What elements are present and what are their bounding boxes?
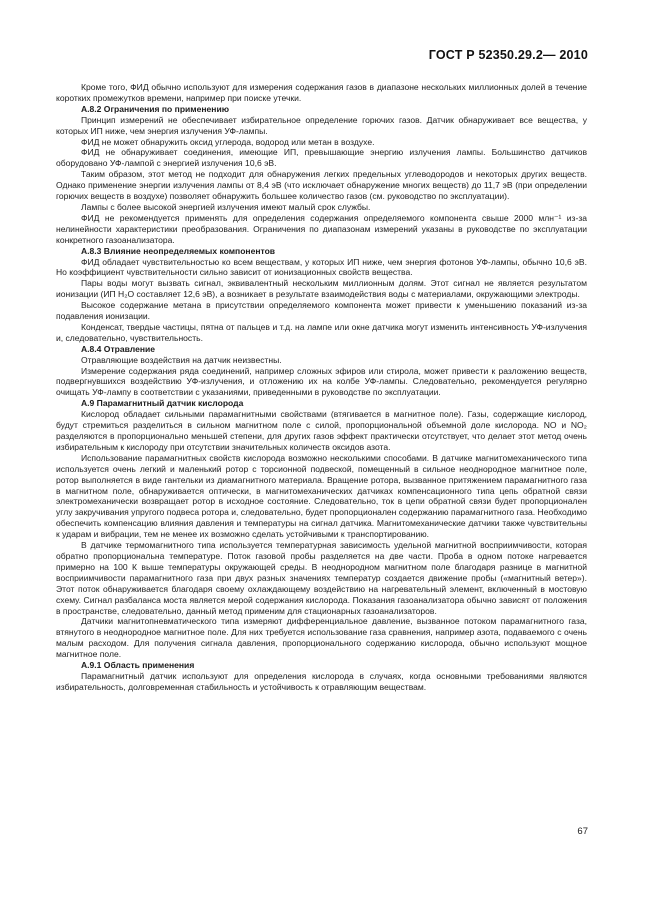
paragraph: Кроме того, ФИД обычно используют для измерения содержания газов в диапазоне нескольких миллионных долей в течение коротких промежутков времени, например при поиске утечки. xyxy=(56,82,587,103)
paragraph: ФИД обладает чувствительностью ко всем веществам, у которых ИП ниже, чем энергия фотонов УФ-лампы, обычно 10,6 эВ. Но коэффициент чувствительности сильно зависит от ионизационных свойств вещества. xyxy=(56,256,587,278)
section-heading: А.8.4 Отравление xyxy=(81,343,155,354)
paragraph: Таким образом, этот метод не подходит для обнаружения легких предельных углеводородов и некоторых других веществ. Однако применение энергии излучения лампы от 8,4 эВ (что исключает обнаружение многих веществ) до 11,7 эВ (при определении горючих веществ в воздухе) позволяет обнаружить большее количество газов (см. руководство по эксплуатации). xyxy=(56,169,587,202)
paragraph: ФИД не обнаруживает соединения, имеющие ИП, превышающие энергию излучения лампы. Большинство датчиков оборудовано УФ-лампой с энергией излучения 10,6 эВ. xyxy=(56,147,587,169)
paragraph: Пары воды могут вызвать сигнал, эквивалентный нескольким миллионным долям. Этот сигнал не является результатом ионизации (ИП H₂O составляет 12,6 эВ), а возникает в результате взаимодействия воды с материалами, окружающими электроды. xyxy=(56,278,587,300)
page-number: 67 xyxy=(577,826,588,837)
paragraph: Парамагнитный датчик используют для определения кислорода в случаях, когда основными требованиями являются избирательность, долговременная стабильность и устойчивость к отравляющим веществам. xyxy=(56,670,587,692)
document-body xyxy=(56,82,587,693)
section-heading: А.9.1 Область применения xyxy=(81,660,195,671)
paragraph: ФИД не рекомендуется применять для определения содержания определяемого компонента свыше 2000 млн⁻¹ из-за нелинейности характеристики преобразования. Ограничения по диапазонам измерений указаны в руководстве по эксплуатации конкретного газоанализатора. xyxy=(56,212,587,245)
paragraph: Измерение содержания ряда соединений, например сложных эфиров или стирола, может привести к разложению веществ, подвергнувшихся воздействию УФ-излучения, и отложению их на колбе УФ-лампы. Следовательно, рекомендуется регулярно очищать УФ-лампу в соответствии с указаниями, приведенными в руководстве по эксплуатации. xyxy=(56,365,587,398)
paragraph: Отравляющие воздействия на датчик неизвестны. xyxy=(81,354,282,365)
paragraph: Принцип измерений не обеспечивает избирательное определение горючих газов. Датчик обнаруживает все вещества, у которых ИП ниже, чем энергия излучения УФ-лампы. xyxy=(56,114,587,136)
paragraph: Датчики магнитопневматического типа измеряют дифференциальное давление, вызванное потоком парамагнитного газа, втянутого в неоднородное магнитное поле. Для них требуется использование газа сравнения, например азота, подаваемого с очень малым расходом. Для получения сигнала давления, пропорционального содержанию кислорода, обычно используют мощное магнитное поле. xyxy=(56,616,587,660)
section-heading: А.9 Парамагнитный датчик кислорода xyxy=(81,398,244,409)
section-heading: А.8.2 Ограничения по применению xyxy=(81,103,229,114)
paragraph: Конденсат, твердые частицы, пятна от пальцев и т.д. на лампе или окне датчика могут изменить интенсивность УФ-излучения и, следовательно, чувствительность. xyxy=(56,321,587,343)
paragraph: Высокое содержание метана в присутствии определяемого компонента может привести к уменьшению показаний из-за подавления ионизации. xyxy=(56,300,587,322)
paragraph: Использование парамагнитных свойств кислорода возможно несколькими способами. В датчике магнитомеханического типа используется очень легкий и маленький ротор с торсионной подвеской, помещенный в сильное неоднородное магнитное поле, ротор выполняется в виде гантельки из диамагнитного материала. Вращение ротора, вызванное притяжением парамагнитного газа в магнитном поле, обнаруживается оптически, в магнитомеханических датчиках компенсационного типа цепь обратной связи электромеханически возвращает ротор в исходное состояние. Следовательно, ток в цепи обратной связи будет пропорционален углу закручивания упругого подвеса ротора и, следовательно, будет пропорционален содержанию парамагнитного газа. Необходимо обеспечить компенсацию влияния давления и температуры на сигнал датчика. Магнитомеханические датчики также чувствительны к ударам и вибрации, тем не менее их возможно сделать устойчивыми к транспортированию. xyxy=(56,452,587,540)
paragraph: В датчике термомагнитного типа используется температурная зависимость удельной магнитной восприимчивости, которая обратно пропорциональна температуре. Поток газовой пробы разделяется на две части. Проба в одном потоке нагревается примерно на 100 К выше температуры окружающей среды. В неоднородном магнитном поле благодаря разнице в магнитной восприимчивости парамагнитного газа при двух разных значениях температур создается движение пробы («магнитный ветер»). Этот поток обнаруживается благодаря своему охлаждающему воздействию на нагревательный элемент, включенный в мостовую схему. Сигнал разбаланса моста является мерой содержания кислорода. Показания газоанализатора обычно зависят от положения в пространстве, следовательно, данный метод применим для стационарных газоанализаторов. xyxy=(56,540,587,616)
paragraph: Кислород обладает сильными парамагнитными свойствами (втягивается в магнитное поле). Газы, содержащие кислород, будут стремиться разделиться в сильном магнитном поле с силой, пропорциональной объемной доле кислорода. NO и NO₂ разделяются в пропорционально меньшей степени, для других газов эффект практически отсутствует, что делает этот метод очень избирательным к кислороду при отсутствии значительных количеств оксидов азота. xyxy=(56,409,587,452)
page-header: ГОСТ Р 52350.29.2— 2010 xyxy=(428,48,588,62)
paragraph: Лампы с более высокой энергией излучения имеют малый срок службы. xyxy=(81,201,371,212)
paragraph: ФИД не может обнаружить оксид углерода, водород или метан в воздухе. xyxy=(81,136,375,147)
section-heading: А.8.3 Влияние неопределяемых компонентов xyxy=(81,245,276,256)
